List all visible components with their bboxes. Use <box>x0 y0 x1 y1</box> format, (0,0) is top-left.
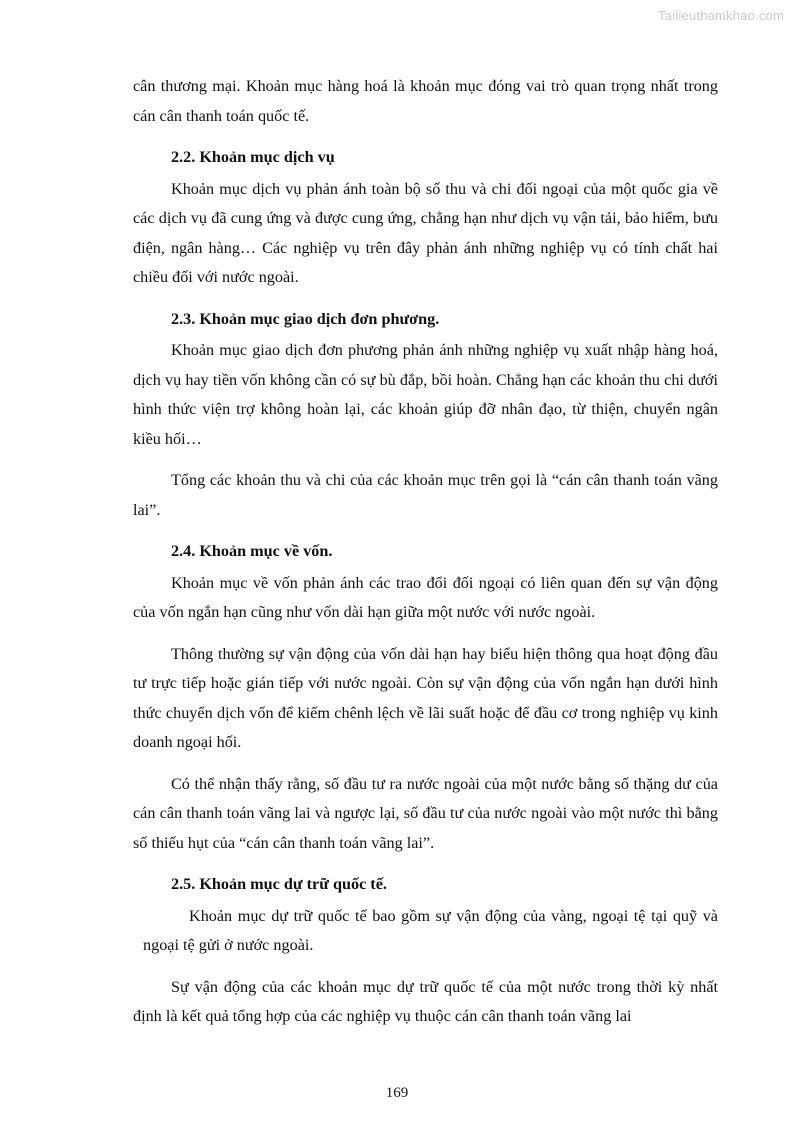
heading-2-2: 2.2. Khoản mục dịch vụ <box>171 148 335 166</box>
paragraph-unilateral: Khoản mục giao dịch đơn phương phản ánh những nghiệp vụ xuất nhập hàng hoá, dịch vụ hay tiền vốn không cần có sự bù đắp, bồi hoàn. Chẳng hạn các khoản thu chi dưới hình thức viện trợ không hoàn lại, các khoản giúp đỡ nhân đạo, từ thiện, chuyển ngân kiều hối… <box>133 341 718 448</box>
paragraph-capital-movement: Thông thường sự vận động của vốn dài hạn hay biểu hiện thông qua hoạt động đầu tư trực tiếp hoặc gián tiếp với nước ngoài. Còn sự vận động của vốn ngắn hạn dưới hình thức chuyển dịch vốn để kiếm chênh lệch về lãi suất hoặc để đầu cơ trong nghiệp vụ kinh doanh ngoại hối. <box>133 644 718 751</box>
paragraph-continuation: cân thương mại. Khoản mục hàng hoá là khoản mục đóng vai trò quan trọng nhất trong cán cân thanh toán quốc tế. <box>133 77 718 125</box>
paragraph-current-account-sum: Tổng các khoản thu và chi của các khoản mục trên gọi là “cán cân thanh toán vãng lai”. <box>133 471 718 519</box>
paragraph-services: Khoản mục dịch vụ phản ánh toàn bộ số thu và chi đối ngoại của một quốc gia về các dịch vụ đã cung ứng và được cung ứng, chẳng hạn như dịch vụ vận tải, bảo hiểm, bưu điện, ngân hàng… Các nghiệp vụ trên đây phản ánh những nghiệp vụ có tính chất hai chiều đối với nước ngoài. <box>133 179 718 286</box>
watermark-text: Tailieuthamkhao.com <box>658 8 784 23</box>
paragraph-reserves-movement: Sự vận động của các khoản mục dự trữ quốc tế của một nước trong thời kỳ nhất định là kết quả tổng hợp của các nghiệp vụ thuộc cán cân thanh toán vãng lai <box>133 977 718 1025</box>
paragraph-reserves: Khoản mục dự trữ quốc tế bao gồm sự vận động của vàng, ngoại tệ tại quỹ và ngoại tệ gửi ở nước ngoài. <box>143 906 718 954</box>
paragraph-capital: Khoản mục về vốn phản ánh các trao đổi đối ngoại có liên quan đến sự vận động của vốn ngắn hạn cũng như vốn dài hạn giữa một nước với nước ngoài. <box>133 573 718 621</box>
page-number: 169 <box>385 1085 409 1101</box>
heading-2-5: 2.5. Khoản mục dự trữ quốc tế. <box>171 875 387 893</box>
paragraph-investment-balance: Có thể nhận thấy rằng, số đầu tư ra nước ngoài của một nước bằng số thặng dư của cán cân thanh toán vãng lai và ngược lại, số đầu tư của nước ngoài vào một nước thì bằng số thiếu hụt của “cán cân thanh toán vãng lai”. <box>133 774 718 852</box>
heading-2-3: 2.3. Khoản mục giao dịch đơn phương. <box>171 309 440 328</box>
document-body <box>133 72 718 1032</box>
heading-2-4: 2.4. Khoản mục về vốn. <box>171 542 333 560</box>
